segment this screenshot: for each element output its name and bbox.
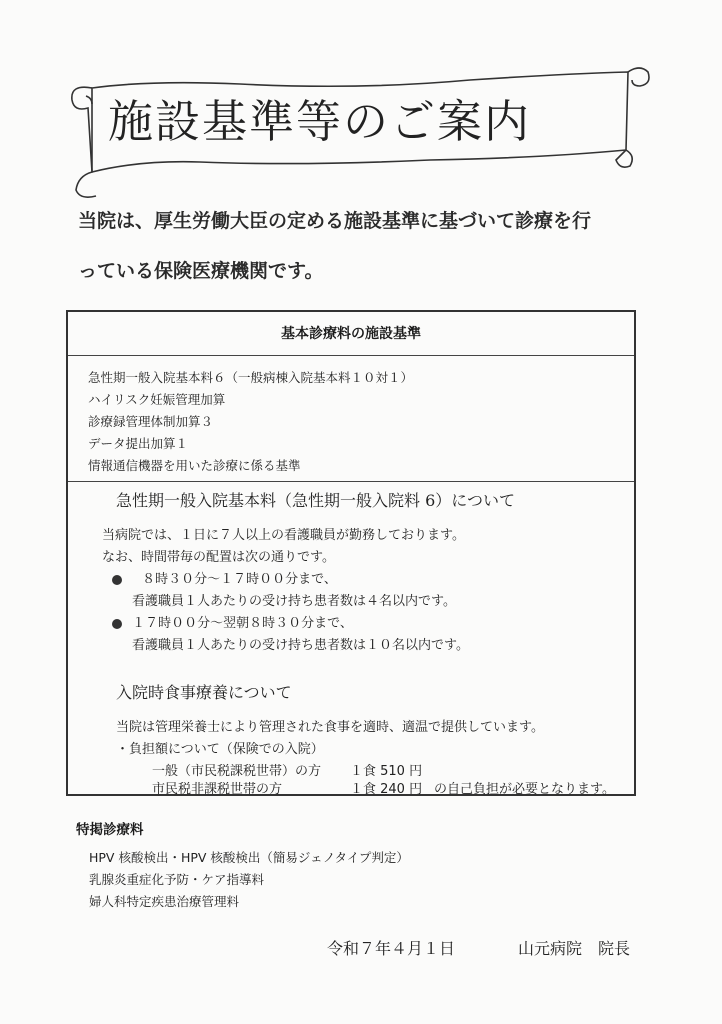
shift-day-detail: 看護職員１人あたりの受け持ち患者数は４名以内です。 [132, 594, 456, 609]
meal-row-2-note: の自己負担が必要となります。 [434, 782, 615, 797]
meal-line-1: 当院は管理栄養士により管理された食事を適時、適温で提供しています。 [116, 720, 544, 735]
special-fee-item: 婦人科特定疾患治療管理料 [89, 894, 240, 909]
bullet-icon [112, 619, 122, 629]
shift-night-detail: 看護職員１人あたりの受け持ち患者数は１０名以内です。 [132, 638, 469, 653]
footer-date: 令和７年４月１日 [327, 939, 456, 958]
page-title: 施設基準等のご案内 [108, 95, 532, 148]
acute-line-2: なお、時間帯毎の配置は次の通りです。 [102, 550, 335, 565]
bullet-icon [112, 575, 122, 585]
basic-fee-item: 急性期一般入院基本料６（一般病棟入院基本料１０対１） [88, 370, 414, 385]
facility-standards-box [66, 310, 636, 796]
basic-fee-item: 診療録管理体制加算３ [88, 414, 214, 429]
meal-row-2-label: 市民税非課税世帯の方 [152, 782, 283, 797]
shift-day-row [112, 568, 337, 587]
footer-signature: 山元病院 院長 [518, 939, 631, 958]
basic-fee-item: ハイリスク妊娠管理加算 [88, 392, 226, 407]
basic-fee-item: 情報通信機器を用いた診療に係る基準 [88, 458, 301, 473]
shift-night-time: １７時００分～翌朝８時３０分まで、 [132, 616, 353, 631]
shift-night-row [112, 612, 353, 631]
special-fee-item: 乳腺炎重症化予防・ケア指導料 [89, 872, 265, 887]
special-fee-item: HPV 核酸検出・HPV 核酸検出（簡易ジェノタイプ判定） [89, 850, 409, 865]
basic-fee-item: データ提出加算１ [88, 436, 189, 451]
basic-fee-header: 基本診療料の施設基準 [68, 312, 634, 356]
meal-line-2: ・負担額について（保険での入院） [116, 742, 324, 757]
meal-row-2-value: １食 240 円 [350, 782, 423, 797]
acute-line-1: 当病院では、１日に７人以上の看護職員が勤務しております。 [102, 528, 465, 543]
meal-row-1-value: １食 510 円 [350, 764, 423, 779]
special-fee-title: 特掲診療料 [76, 822, 144, 838]
acute-section-title: 急性期一般入院基本料（急性期一般入院料 6）について [116, 491, 515, 510]
meal-row-1-label: 一般（市民税課税世帯）の方 [152, 764, 322, 779]
shift-day-time: ８時３０分～１７時００分まで、 [142, 572, 337, 587]
meal-section-title: 入院時食事療養について [116, 683, 292, 702]
intro-line-2: っている保険医療機関です。 [78, 260, 324, 282]
intro-line-1: 当院は、厚生労働大臣の定める施設基準に基づいて診療を行 [78, 210, 592, 232]
section-divider [68, 481, 634, 482]
